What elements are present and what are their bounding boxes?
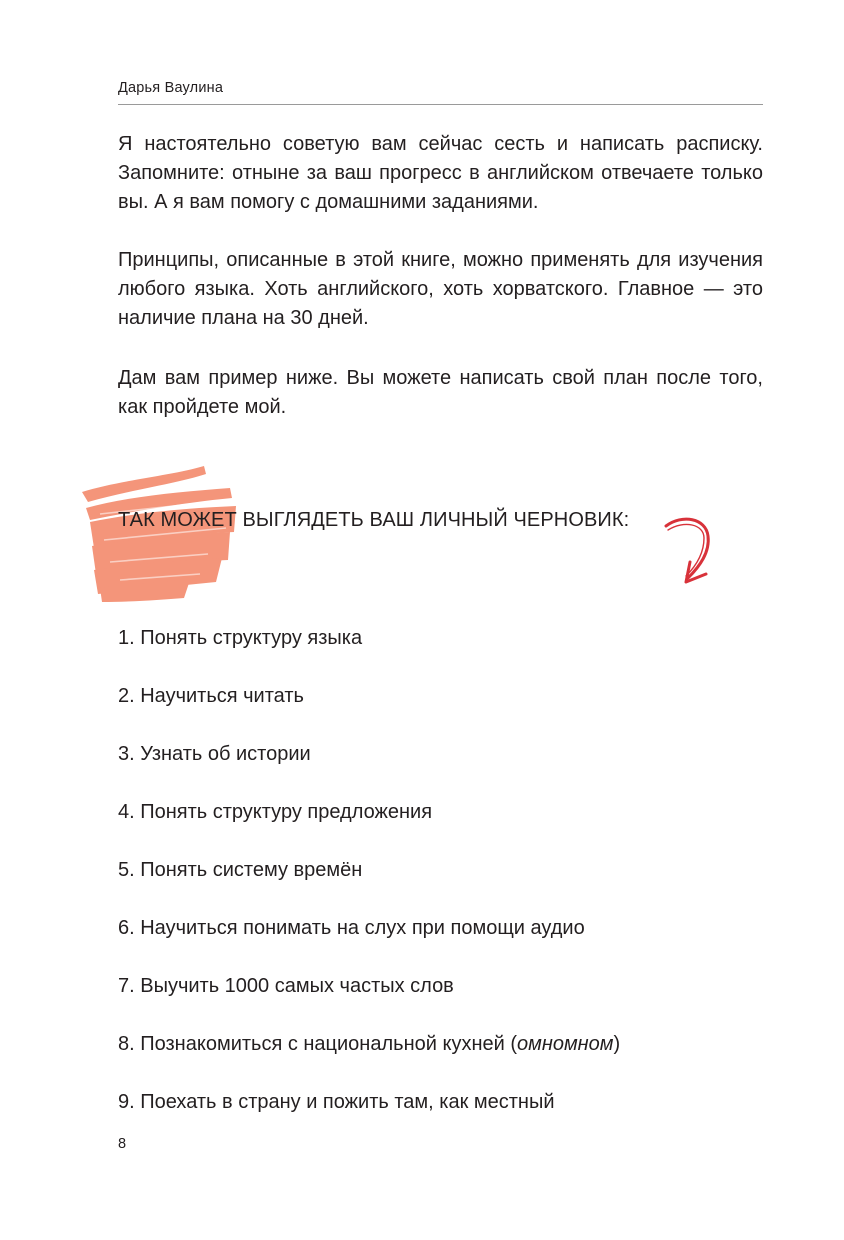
page-number: 8 (118, 1136, 127, 1152)
list-item: 6. Научиться понимать на слух при помощи аудио (118, 917, 585, 939)
list-item: 2. Научиться читать (118, 685, 304, 707)
list-item-italic: омномном (517, 1033, 614, 1055)
header-divider (118, 104, 763, 105)
list-item-text: 8. Познакомиться с национальной кухней ( (118, 1033, 517, 1055)
list-item (118, 1030, 620, 1088)
list-item: 3. Узнать об истории (118, 743, 311, 765)
list-item: 4. Понять структуру предложения (118, 801, 433, 823)
paragraph-receipt-advice: Я настоятельно советую вам сейчас сесть и написать расписку. Запомните: отныне за ваш прогресс в английском отвечаете только вы. А я вам помогу с домашними заданиями. (118, 133, 763, 213)
curved-arrow-down-icon (660, 512, 716, 592)
plan-list (118, 624, 620, 1146)
list-item: 9. Поехать в страну и пожить там, как местный (118, 1091, 555, 1113)
paragraph-principles: Принципы, описанные в этой книге, можно применять для изучения любого языка. Хоть английского, хоть хорватского. Главное — это наличие плана на 30 дней. (118, 249, 763, 329)
list-item: 7. Выучить 1000 самых частых слов (118, 975, 454, 997)
list-item-suffix: ) (613, 1033, 621, 1055)
running-header-author: Дарья Ваулина (118, 80, 224, 96)
list-item: 1. Понять структуру языка (118, 627, 363, 649)
list-item: 5. Понять систему времён (118, 859, 363, 881)
brush-stroke-icon (80, 462, 240, 602)
draft-heading: ТАК МОЖЕТ ВЫГЛЯДЕТЬ ВАШ ЛИЧНЫЙ ЧЕРНОВИК: (118, 509, 630, 531)
paragraph-example-intro: Дам вам пример ниже. Вы можете написать свой план после того, как пройдете мой. (118, 367, 763, 418)
